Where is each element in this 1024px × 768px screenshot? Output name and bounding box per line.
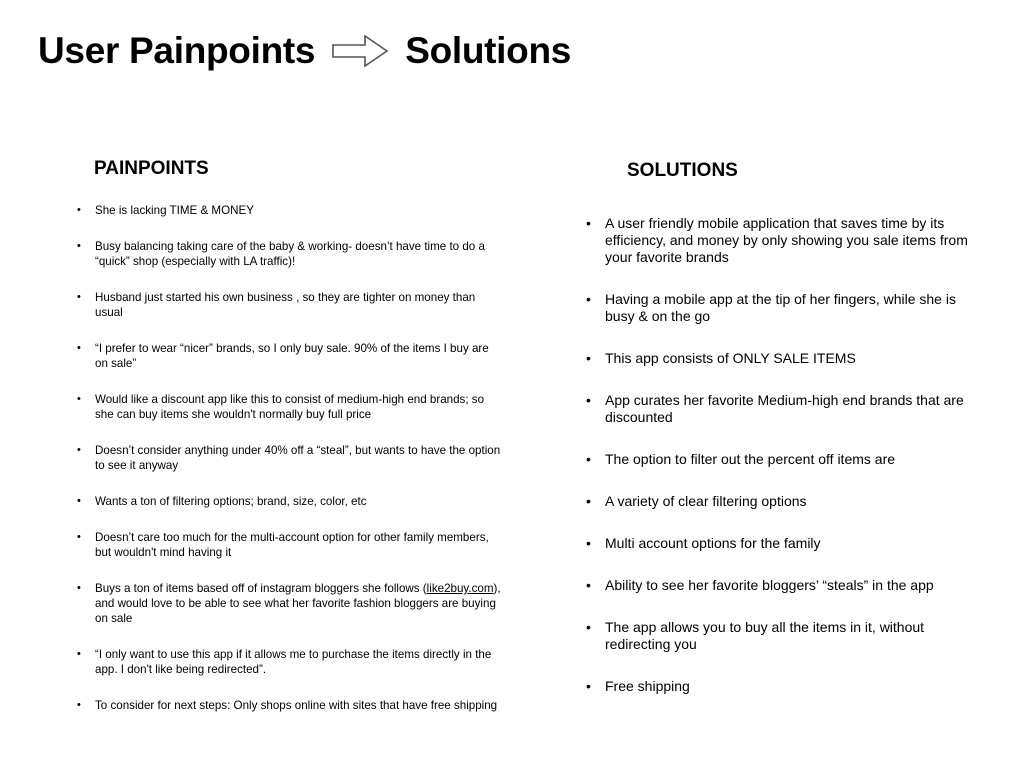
solutions-item	[586, 678, 986, 695]
painpoints-heading: PAINPOINTS	[94, 158, 209, 179]
solutions-item	[586, 291, 986, 325]
painpoints-item-text: “I prefer to wear “nicer” brands, so I only buy sale. 90% of the items I buy are on sale”	[95, 342, 489, 370]
solutions-item	[586, 577, 986, 594]
solutions-item	[586, 215, 986, 266]
painpoints-item-text: To consider for next steps: Only shops online with sites that have free shipping	[95, 699, 498, 712]
painpoints-item-text: She is lacking TIME & MONEY	[95, 204, 254, 217]
painpoints-item	[77, 530, 502, 560]
bullet-icon: •	[586, 678, 591, 694]
bullet-icon: •	[77, 291, 81, 303]
solutions-item	[586, 619, 986, 653]
solutions-item	[586, 350, 986, 367]
title-left: User Painpoints	[38, 30, 316, 71]
painpoints-item-text-post: ), and would love to be able to see what her favorite fashion bloggers are buying on sale	[95, 582, 501, 625]
bullet-icon: •	[77, 648, 81, 660]
solutions-item-text: A variety of clear filtering options	[605, 493, 807, 509]
painpoints-item-text: Busy balancing taking care of the baby & working- doesn’t have time to do a “quick” shop (especially with LA traffic)!	[95, 240, 485, 268]
solutions-item	[586, 451, 986, 468]
bullet-icon: •	[77, 393, 81, 405]
solutions-item	[586, 392, 986, 426]
bullet-icon: •	[77, 699, 81, 711]
title-right: Solutions	[405, 30, 572, 71]
solutions-item	[586, 535, 986, 552]
painpoints-item	[77, 581, 502, 626]
solutions-item-text: A user friendly mobile application that saves time by its efficiency, and money by only showing you sale items from your favorite brands	[605, 215, 968, 265]
painpoints-item-text: Doesn’t care too much for the multi-account option for other family members, but wouldn't mind having it	[95, 531, 489, 559]
painpoints-item-text: Husband just started his own business , so they are tighter on money than usual	[95, 291, 476, 319]
painpoints-list	[77, 203, 502, 734]
bullet-icon: •	[586, 291, 591, 307]
bullet-icon: •	[586, 350, 591, 366]
painpoints-item-text	[95, 582, 501, 625]
bullet-icon: •	[586, 451, 591, 467]
bullet-icon: •	[586, 215, 591, 231]
like2buy-link[interactable]: like2buy.com	[426, 582, 494, 595]
painpoints-item	[77, 443, 502, 473]
bullet-icon: •	[77, 582, 81, 594]
solutions-list	[586, 215, 986, 720]
bullet-icon: •	[586, 535, 591, 551]
painpoints-item-text-pre: Buys a ton of items based off of instagram bloggers she follows (	[95, 582, 427, 595]
painpoints-item	[77, 290, 502, 320]
bullet-icon: •	[77, 240, 81, 252]
painpoints-item-text: Wants a ton of filtering options; brand, size, color, etc	[95, 495, 367, 508]
bullet-icon: •	[586, 577, 591, 593]
bullet-icon: •	[77, 342, 81, 354]
solutions-item-text: Free shipping	[605, 678, 690, 694]
slide-title	[38, 30, 571, 72]
painpoints-item	[77, 392, 502, 422]
solutions-item-text: This app consists of ONLY SALE ITEMS	[605, 350, 856, 366]
solutions-item-text: Multi account options for the family	[605, 535, 821, 551]
bullet-icon: •	[586, 619, 591, 635]
painpoints-item	[77, 647, 502, 677]
solutions-item	[586, 493, 986, 510]
solutions-item-text: App curates her favorite Medium-high end brands that are discounted	[605, 392, 964, 425]
solutions-item-text: Ability to see her favorite bloggers’ “steals” in the app	[605, 577, 934, 593]
solutions-item-text: The app allows you to buy all the items in it, without redirecting you	[605, 619, 925, 652]
painpoints-item	[77, 494, 502, 509]
solutions-item-text: The option to filter out the percent off items are	[605, 451, 896, 467]
outline-right-arrow-icon	[331, 34, 389, 68]
bullet-icon: •	[77, 204, 81, 216]
bullet-icon: •	[586, 493, 591, 509]
painpoints-item-text: Doesn’t consider anything under 40% off a “steal”, but wants to have the option to see it anyway	[95, 444, 501, 472]
painpoints-item-text: “I only want to use this app if it allows me to purchase the items directly in the app. I don't like being redirected”.	[95, 648, 492, 676]
painpoints-item	[77, 239, 502, 269]
solutions-item-text: Having a mobile app at the tip of her fingers, while she is busy & on the go	[605, 291, 956, 324]
solutions-heading: SOLUTIONS	[627, 160, 738, 181]
bullet-icon: •	[586, 392, 591, 408]
bullet-icon: •	[77, 531, 81, 543]
painpoints-item	[77, 698, 502, 713]
bullet-icon: •	[77, 444, 81, 456]
painpoints-item	[77, 203, 502, 218]
painpoints-item	[77, 341, 502, 371]
painpoints-item-text: Would like a discount app like this to consist of medium-high end brands; so she can buy items she wouldn't normally buy full price	[95, 393, 485, 421]
bullet-icon: •	[77, 495, 81, 507]
